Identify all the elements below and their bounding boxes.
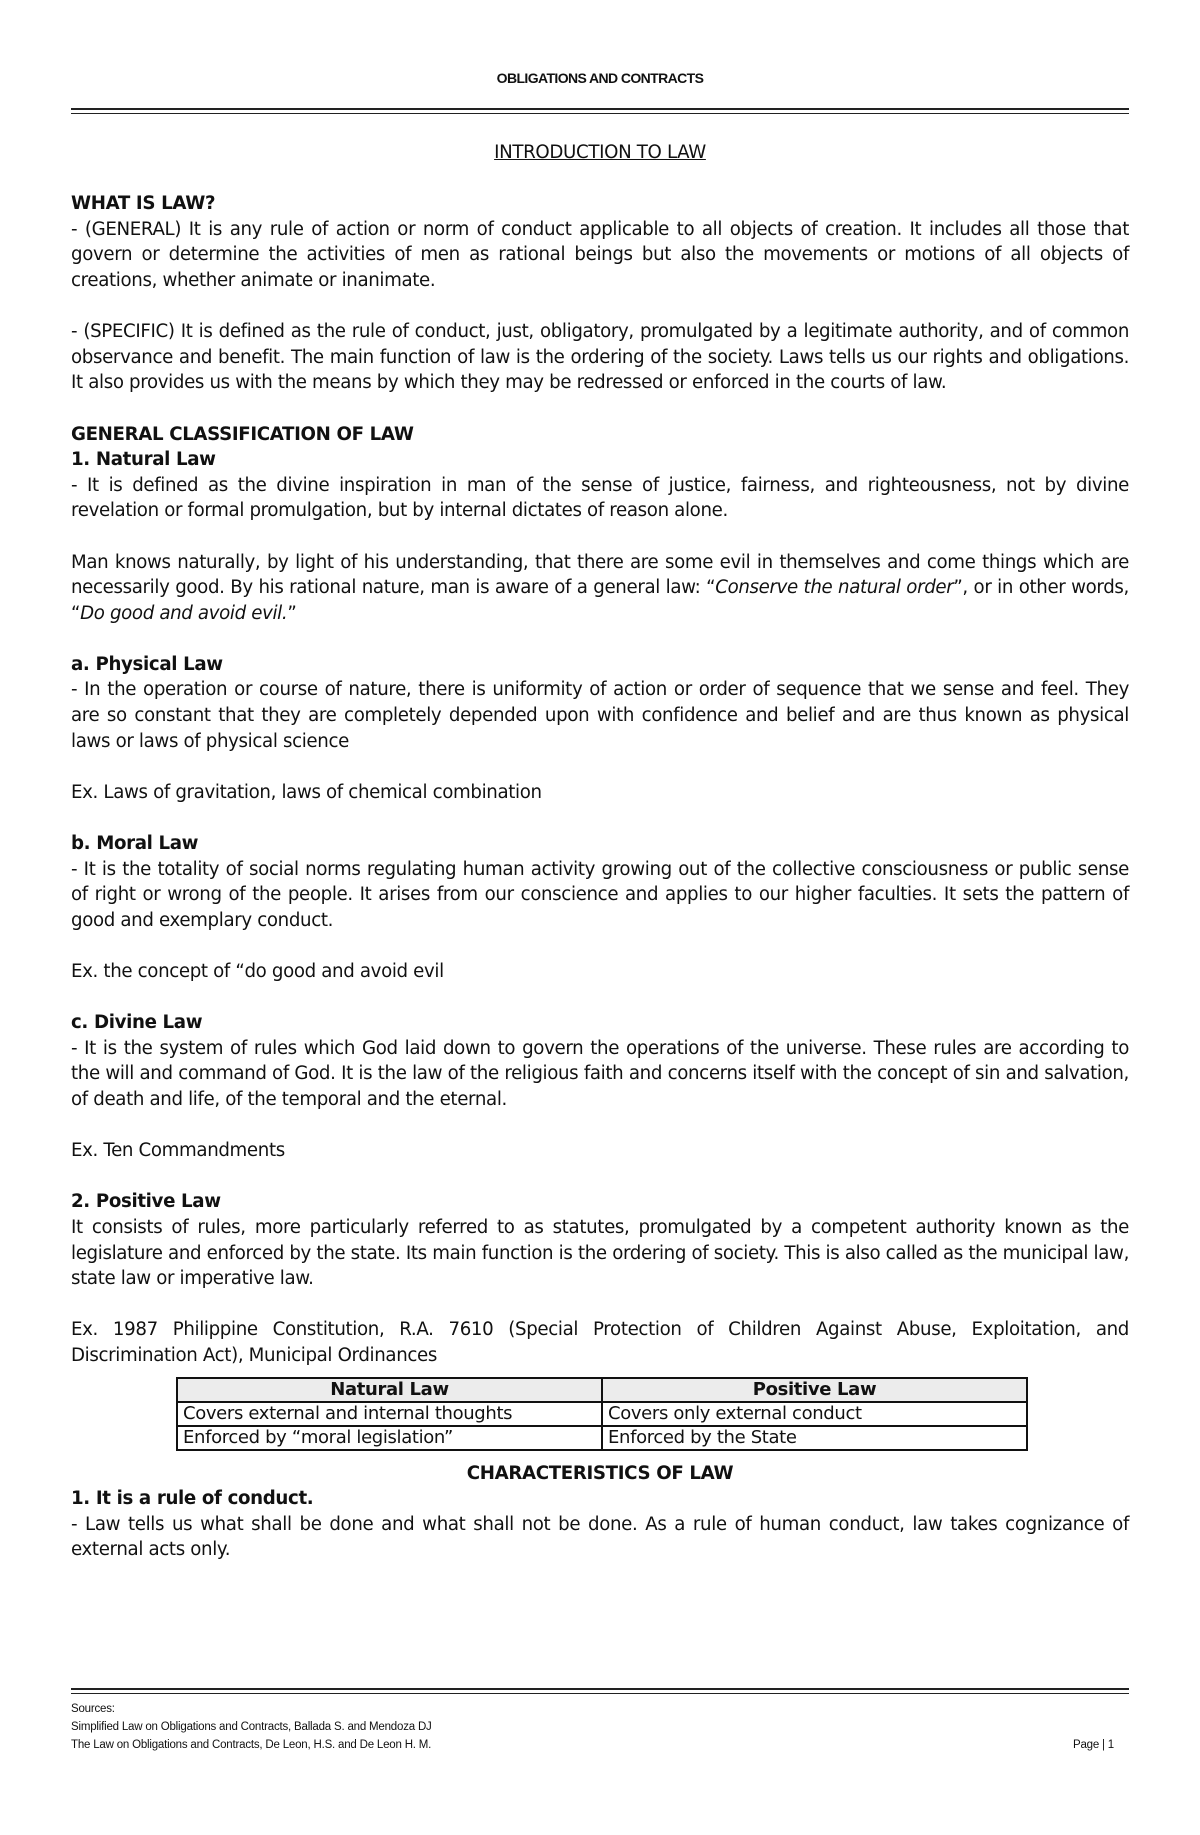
moral-law-example: Ex. the concept of “do good and avoid evil <box>71 961 444 982</box>
table-header-row <box>177 1378 1027 1402</box>
natural-law-paragraph <box>71 550 1129 627</box>
table-row <box>177 1426 1027 1450</box>
physical-law-heading: a. Physical Law <box>71 653 223 675</box>
table-cell: Covers only external conduct <box>602 1402 1027 1426</box>
general-definition: - (GENERAL) It is any rule of action or norm of conduct applicable to all objects of creation. It includes all those that govern or determine the activities of men as rational beings but also the movements or motions of all objects of creations, whether animate or inanimate. <box>71 218 1129 291</box>
document-title: INTRODUCTION TO LAW <box>494 142 706 163</box>
natural-law-definition: - It is defined as the divine inspiration in man of the sense of justice, fairness, and righteousness, not by divine revelation or formal promulgation, but by internal dictates of reason alone. <box>71 474 1129 522</box>
sources-label: Sources: <box>71 1703 115 1715</box>
section-heading-what-is-law: WHAT IS LAW? <box>71 193 216 215</box>
natural-law-quote-1: Conserve the natural order <box>715 577 954 599</box>
source-citation: Simplified Law on Obligations and Contracts, Ballada S. and Mendoza DJ <box>71 1721 432 1733</box>
table-cell: Covers external and internal thoughts <box>177 1402 602 1426</box>
table-cell: Enforced by “moral legislation” <box>177 1426 602 1450</box>
moral-law-heading: b. Moral Law <box>71 833 199 855</box>
footer-rule <box>71 1688 1129 1694</box>
table-cell: Enforced by the State <box>602 1426 1027 1450</box>
page-number: Page | 1 <box>1072 1739 1114 1751</box>
natural-law-text-start: Man knows naturally, by light of his understanding, that there are some evil in themselves and come things which are necessarily good. By his rational nature, man is aware of a general law: “ <box>71 551 1129 599</box>
section-heading-characteristics: CHARACTERISTICS OF LAW <box>466 1462 734 1484</box>
natural-law-quote-2: Do good and avoid evil. <box>80 602 288 624</box>
header-rule <box>71 108 1129 114</box>
section-heading-classification: GENERAL CLASSIFICATION OF LAW <box>71 423 414 445</box>
physical-law-example: Ex. Laws of gravitation, laws of chemical combination <box>71 781 542 803</box>
natural-law-text-end: ” <box>287 602 297 624</box>
physical-law-definition: - In the operation or course of nature, there is uniformity of action or order of sequence that we sense and feel. They are so constant that they are completely depended upon with confidence and belief and are thus known as physical laws or laws of physical science <box>71 679 1129 752</box>
positive-law-example: Ex. 1987 Philippine Constitution, R.A. 7610 (Special Protection of Children Against Abuse, Exploitation, and Discrimination Act), Municipal Ordinances <box>71 1319 1129 1366</box>
table-header-cell: Positive Law <box>602 1378 1027 1402</box>
divine-law-heading: c. Divine Law <box>71 1012 203 1034</box>
document-body <box>71 140 1129 1563</box>
divine-law-example: Ex. Ten Commandments <box>71 1140 285 1162</box>
comparison-table <box>176 1377 1028 1451</box>
footer <box>71 1700 1129 1754</box>
natural-law-heading: 1. Natural Law <box>71 449 216 471</box>
divine-law-definition: - It is the system of rules which God laid down to govern the operations of the universe. These rules are according to the will and command of God. It is the law of the religious faith and concerns itself with the concept of sin and salvation, of death and life, of the temporal and the eternal. <box>71 1037 1129 1110</box>
running-header: OBLIGATIONS AND CONTRACTS <box>496 70 704 86</box>
natural-law-text-mid: ”, or in other words, “ <box>71 577 1129 624</box>
specific-definition: - (SPECIFIC) It is defined as the rule of conduct, just, obligatory, promulgated by a legitimate authority, and of common observance and benefit. The main function of law is the ordering of the society. Laws tells us our rights and obligations. It also provides us with the means by which they may be redressed or enforced in the courts of law. <box>71 321 1129 394</box>
source-citation: The Law on Obligations and Contracts, De Leon, H.S. and De Leon H. M. <box>71 1739 432 1751</box>
table-row <box>177 1402 1027 1426</box>
characteristic-1-heading: 1. It is a rule of conduct. <box>71 1488 314 1510</box>
positive-law-heading: 2. Positive Law <box>71 1191 221 1213</box>
characteristic-1-definition: - Law tells us what shall be done and what shall not be done. As a rule of human conduct, law takes cognizance of external acts only. <box>71 1513 1129 1561</box>
table-header-cell: Natural Law <box>177 1378 602 1402</box>
positive-law-definition: It consists of rules, more particularly referred to as statutes, promulgated by a competent authority known as the legislature and enforced by the state. Its main function is the ordering of society. This is also called as the municipal law, state law or imperative law. <box>71 1216 1129 1290</box>
moral-law-definition: - It is the totality of social norms regulating human activity growing out of the collective consciousness or public sense of right or wrong of the people. It arises from our conscience and applies to our higher faculties. It sets the pattern of good and exemplary conduct. <box>71 858 1129 931</box>
